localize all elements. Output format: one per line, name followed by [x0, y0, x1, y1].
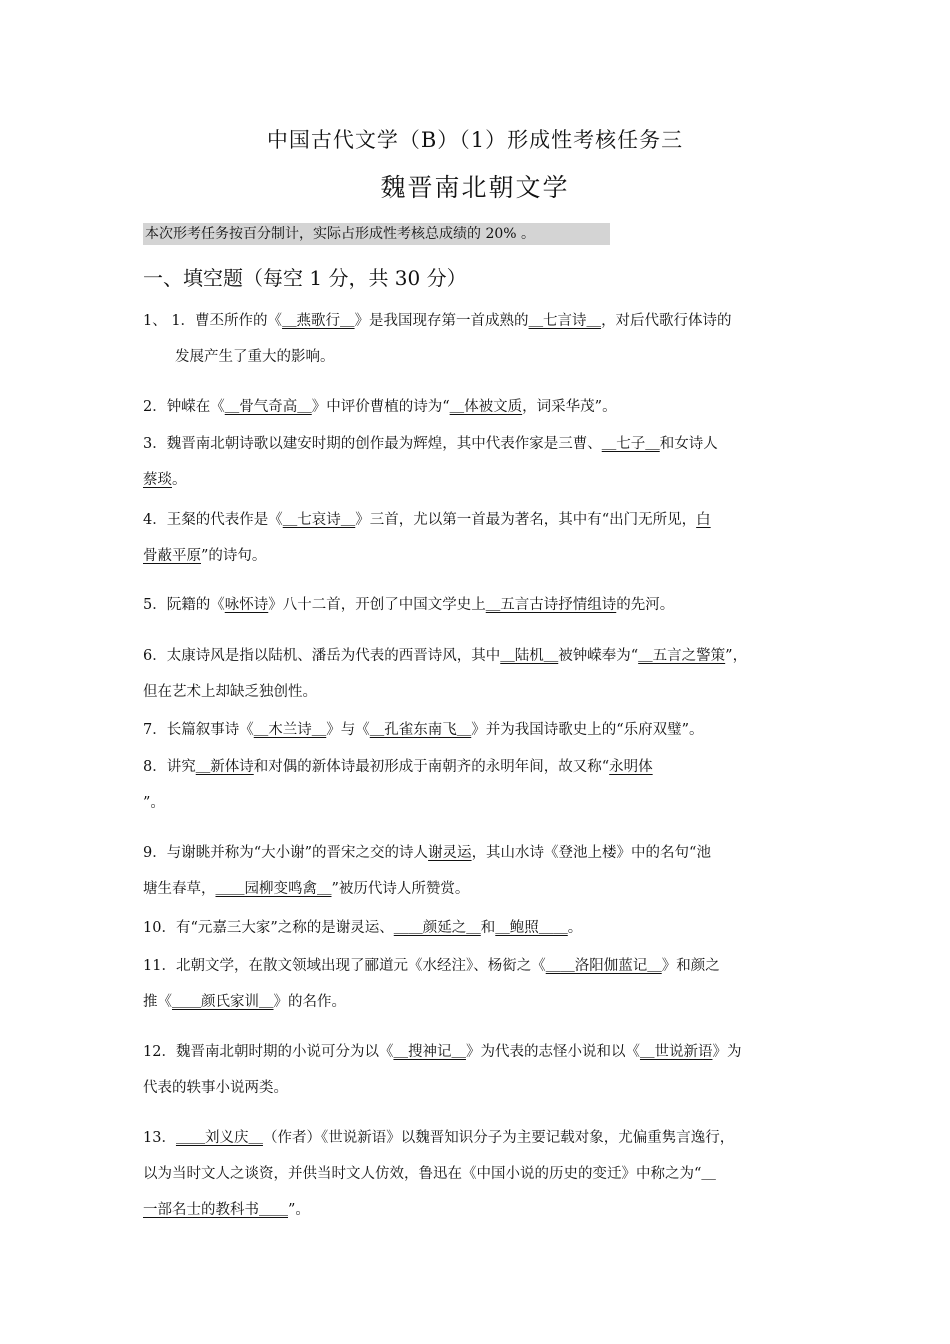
question-text: 》为: [712, 1044, 742, 1060]
question-text: 推《: [143, 994, 172, 1010]
answer-blank: ＿新体诗: [195, 759, 254, 775]
question-text: 。: [172, 472, 187, 488]
answer-blank: ＿七哀诗＿: [282, 512, 356, 528]
question-text: 的先河。: [616, 597, 675, 613]
question-text: 3．魏晋南北朝诗歌以建安时期的创作最为辉煌，其中代表作家是三曹、: [143, 436, 602, 452]
question-4: [143, 502, 813, 574]
question-text: ，对后代歌行体诗的: [601, 313, 732, 329]
document-title: 中国古代文学（B）（1）形成性考核任务三: [266, 128, 684, 152]
answer-blank: ＿＿洛阳伽蓝记＿: [545, 958, 662, 974]
answer-blank: ＿搜神记＿: [393, 1044, 466, 1060]
question-1: [143, 303, 813, 375]
question-11: [143, 948, 813, 1020]
question-text: 》并为我国诗歌史上的“乐府双璧”。: [471, 722, 704, 738]
question-13: [143, 1120, 813, 1228]
question-text: ”。: [288, 1202, 310, 1218]
question-text: 6．太康诗风是指以陆机、潘岳为代表的西晋诗风，其中: [143, 648, 501, 664]
answer-blank: 骨蔽平原: [143, 548, 201, 564]
question-text: 》是我国现存第一首成熟的: [354, 313, 529, 329]
answer-blank: 白: [696, 512, 711, 528]
question-text: 12．魏晋南北朝时期的小说可分为以《: [143, 1044, 394, 1060]
question-text: 但在艺术上却缺乏独创性。: [143, 684, 317, 700]
question-text: 13．: [143, 1130, 176, 1146]
question-text: 》与《: [326, 722, 370, 738]
section-heading: 一、填空题（每空 1 分，共 30 分）: [143, 266, 467, 290]
question-text: ”被历代诗人所赞赏。: [331, 881, 470, 897]
question-text: 10．有“元嘉三大家”之称的是谢灵运、: [143, 920, 394, 936]
answer-blank: ＿孔雀东南飞＿: [369, 722, 472, 738]
answer-blank: ＿七言诗＿: [528, 313, 602, 329]
answer-blank: 咏怀诗: [224, 597, 269, 613]
answer-blank: ＿七子＿: [601, 436, 660, 452]
question-text: 。: [567, 920, 583, 936]
question-text: 2．钟嵘在《: [143, 399, 225, 415]
question-text: 7．长篇叙事诗《: [143, 722, 254, 738]
answer-blank: ＿骨气奇高＿: [224, 399, 312, 415]
document-subtitle: 魏晋南北朝文学: [380, 173, 570, 202]
answer-blank: ＿五言古诗抒情组诗: [485, 597, 617, 613]
answer-blank: 一部名士的教科书＿＿: [143, 1202, 288, 1218]
question-text: 和对偶的新体诗最初形成于南朝齐的永明年间，故又称“: [253, 759, 610, 775]
answer-blank: ＿五言之警策: [638, 648, 726, 664]
question-text: ”，: [725, 648, 748, 664]
question-text: 8．讲究: [143, 759, 196, 775]
answer-blank: ＿鲍照＿＿: [495, 920, 568, 936]
answer-blank: ＿体被文质: [449, 399, 523, 415]
question-text: 和: [480, 920, 496, 936]
question-text: 》三首，尤以第一首最为著名，其中有“出门无所见，: [355, 512, 697, 528]
question-7: [143, 712, 813, 748]
question-text: （作者）《世说新语》以魏晋知识分子为主要记载对象，尤偏重隽言逸行，: [262, 1130, 735, 1146]
question-text: 以为当时文人之谈资，并供当时文人仿效，鲁迅在《中国小说的历史的变迁》中称之为“＿: [143, 1166, 716, 1182]
answer-blank: 永明体: [609, 759, 653, 775]
question-text: 》中评价曹植的诗为“: [311, 399, 450, 415]
answer-blank: ＿世说新语: [639, 1044, 713, 1060]
question-text: 和女诗人: [659, 436, 718, 452]
answer-blank: ＿＿颜氏家训＿: [172, 994, 274, 1010]
answer-blank: ＿木兰诗＿: [253, 722, 327, 738]
answer-blank: 谢灵运: [428, 845, 472, 861]
question-text: 》的名作。: [273, 994, 346, 1010]
question-text: ”。: [143, 795, 165, 811]
question-8: [143, 749, 813, 821]
answer-blank: ＿＿园柳变鸣禽＿: [215, 881, 332, 897]
question-text: ，其山水诗《登池上楼》中的名句“池: [471, 845, 711, 861]
question-text: 4．王粲的代表作是《: [143, 512, 283, 528]
question-text: 》八十二首，开创了中国文学史上: [268, 597, 486, 613]
question-9: [143, 835, 813, 907]
question-text: 1、 1．曹丕所作的《: [143, 313, 283, 329]
answer-blank: 蔡琰: [143, 472, 172, 488]
question-text: 9．与谢眺并称为“大小谢”的晋宋之交的诗人: [143, 845, 429, 861]
answer-blank: ＿陆机＿: [500, 648, 559, 664]
answer-blank: ＿＿刘义庆＿: [175, 1130, 263, 1146]
question-text: 》和颜之: [661, 958, 720, 974]
question-text: ”的诗句。: [201, 548, 267, 564]
grading-note: 本次形考任务按百分制计，实际占形成性考核总成绩的 20% 。: [143, 223, 610, 245]
question-5: [143, 587, 813, 623]
question-text: 塘生春草，: [143, 881, 216, 897]
question-text: 代表的轶事小说两类。: [143, 1080, 288, 1096]
question-6: [143, 638, 813, 710]
question-2: [143, 389, 813, 425]
answer-blank: ＿燕歌行＿: [282, 313, 355, 329]
question-text: 被钟嵘奉为“: [558, 648, 639, 664]
question-10: [143, 910, 813, 946]
answer-blank: ＿＿颜延之＿: [393, 920, 481, 936]
question-text: 》为代表的志怪小说和以《: [465, 1044, 640, 1060]
question-text: 5．阮籍的《: [143, 597, 225, 613]
question-12: [143, 1034, 813, 1106]
question-3: [143, 426, 813, 498]
question-text: 11．北朝文学，在散文领域出现了郦道元《水经注》、杨衒之《: [143, 958, 546, 974]
question-text: 发展产生了重大的影响。: [175, 349, 335, 365]
question-text: ，词采华茂”。: [522, 399, 617, 415]
